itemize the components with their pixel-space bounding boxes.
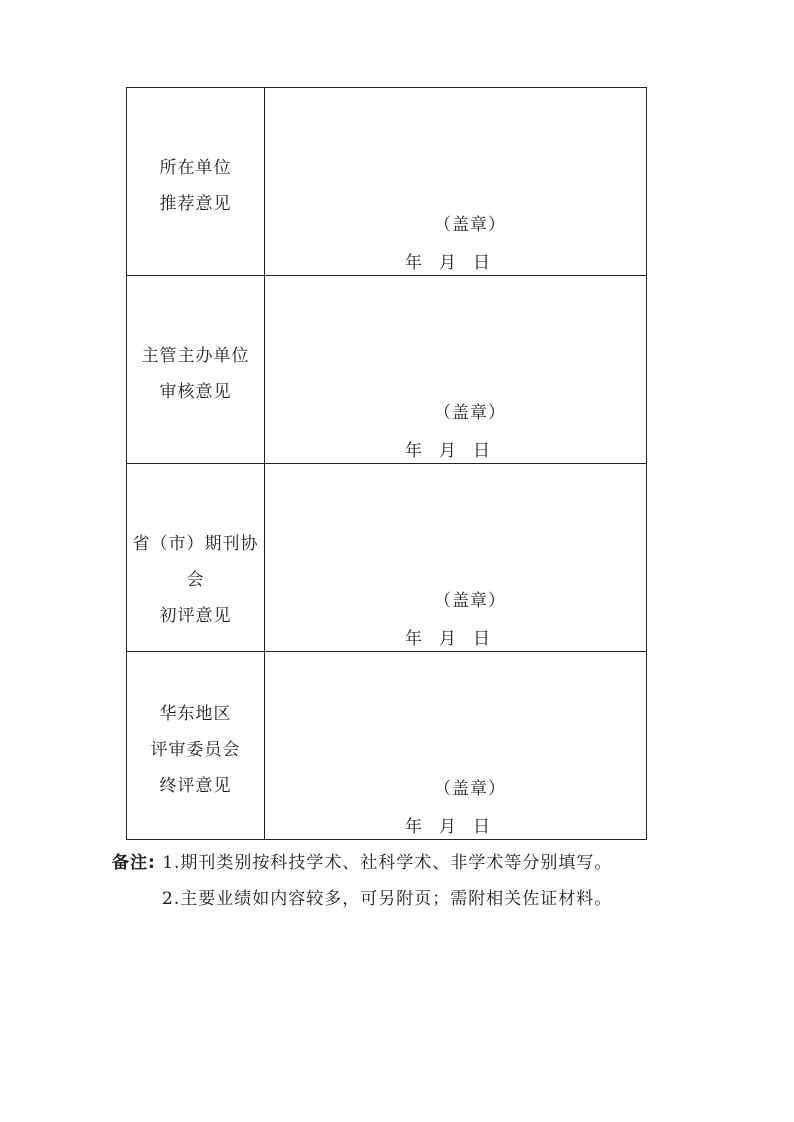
row-label: [127, 696, 264, 804]
row-label-line: 初评意见: [159, 606, 232, 626]
row-label-line: 所在单位: [159, 158, 232, 178]
date-day: 日: [473, 629, 490, 649]
seal-text: （盖章）: [434, 779, 506, 799]
seal-text: （盖章）: [434, 215, 506, 235]
date-line: [405, 248, 490, 273]
note-item-2: 2.主要业绩如内容较多，可另附页；需附相关佐证材料。: [162, 889, 613, 909]
date-line: [405, 812, 490, 837]
date-month: 月: [439, 817, 456, 837]
row-label-line: 推荐意见: [159, 194, 232, 214]
note-line-1: [112, 845, 612, 881]
row-label-cell: [127, 88, 265, 276]
row-label-line: 终评意见: [159, 776, 232, 796]
opinion-cell[interactable]: [265, 652, 647, 840]
row-label: [127, 150, 264, 222]
date-month: 月: [439, 253, 456, 273]
row-label: [127, 338, 264, 410]
row-label-line: 评审委员会: [150, 740, 241, 760]
note-item-1: 1.期刊类别按科技学术、社科学术、非学术等分别填写。: [155, 853, 613, 873]
opinion-cell[interactable]: [265, 276, 647, 464]
row-label-line: 华东地区: [159, 704, 232, 724]
date-month: 月: [439, 629, 456, 649]
date-line: [405, 436, 490, 461]
date-day: 日: [473, 253, 490, 273]
table-row: [127, 464, 647, 652]
row-label-cell: [127, 464, 265, 652]
row-label-line: 审核意见: [159, 382, 232, 402]
date-year: 年: [405, 817, 422, 837]
opinion-cell[interactable]: [265, 464, 647, 652]
date-day: 日: [473, 441, 490, 461]
notes-section: [112, 845, 612, 917]
opinion-cell[interactable]: [265, 88, 647, 276]
row-label: [127, 526, 264, 634]
date-day: 日: [473, 817, 490, 837]
date-month: 月: [439, 441, 456, 461]
table-row: [127, 276, 647, 464]
date-year: 年: [405, 253, 422, 273]
seal-text: （盖章）: [434, 403, 506, 423]
row-label-line: 省（市）期刊协会: [132, 534, 259, 590]
row-label-line: 主管主办单位: [141, 346, 250, 366]
table-row: [127, 88, 647, 276]
row-label-cell: [127, 652, 265, 840]
date-year: 年: [405, 629, 422, 649]
seal-text: （盖章）: [434, 591, 506, 611]
date-line: [405, 624, 490, 649]
table-row: [127, 652, 647, 840]
notes-label: 备注:: [112, 853, 156, 873]
date-year: 年: [405, 441, 422, 461]
row-label-cell: [127, 276, 265, 464]
approval-form-table: [126, 87, 647, 840]
